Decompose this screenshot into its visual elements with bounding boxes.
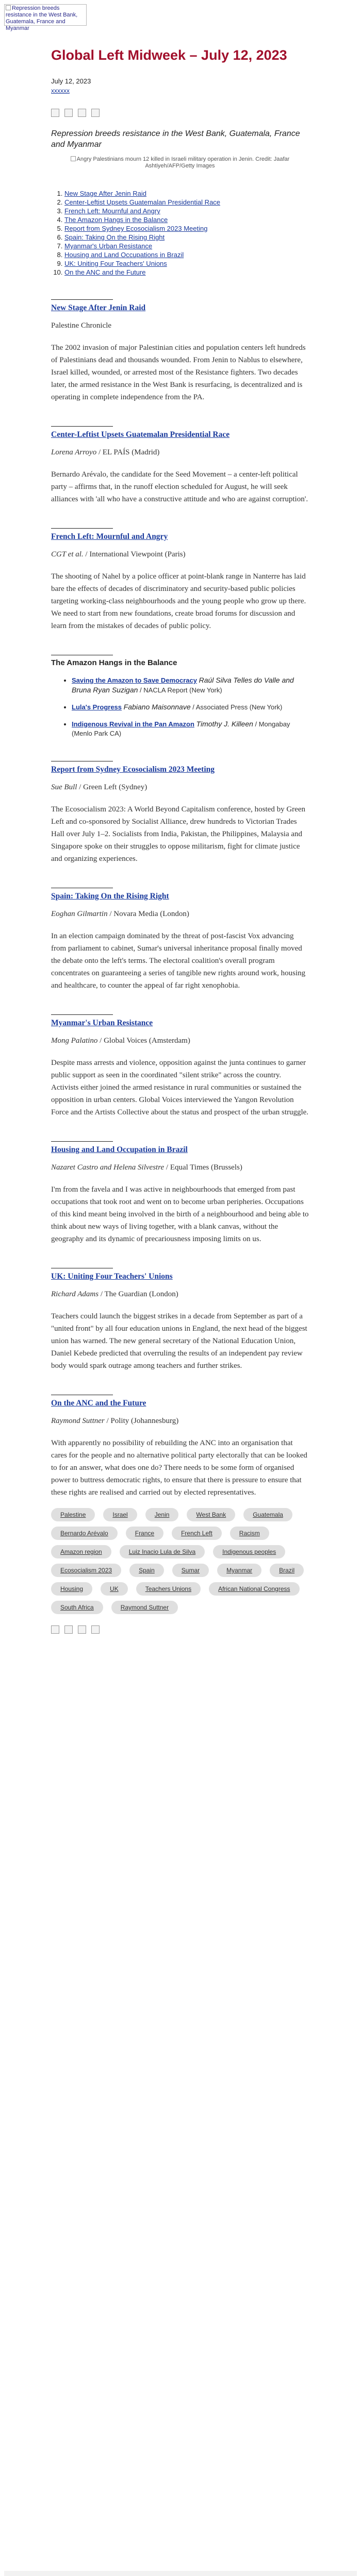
article-author: Raúl Silva Telles do Valle and Bruna Ryan Suzigan xyxy=(72,676,294,694)
article-byline xyxy=(51,550,309,559)
article-author: Fabiano Maisonnave xyxy=(123,703,191,711)
tag-pill[interactable]: African National Congress xyxy=(209,1582,299,1596)
article-body: The 2002 invasion of major Palestinian cities and population centers left hundreds of Palestinians dead and thousands wounded. From Jenin to Nablus to elsewhere, Israel killed, wounded, or arrested most of the Resistance fighters. Two decades later, the armed resistance in the West Bank is resurfacing, is decentralized and is operating in complete independence from the PA. xyxy=(51,344,306,401)
tag-pill[interactable]: South Africa xyxy=(51,1601,103,1614)
tag-pill[interactable]: UK xyxy=(101,1582,128,1596)
link-share-icon[interactable] xyxy=(91,109,100,117)
list-item xyxy=(72,719,309,738)
toc-link[interactable]: French Left: Mournful and Angry xyxy=(64,207,160,215)
article-source: / Novara Media (London) xyxy=(107,910,189,918)
toc-item xyxy=(64,189,309,198)
toc-item xyxy=(64,250,309,259)
toc-link[interactable]: Myanmar's Urban Resistance xyxy=(64,242,153,250)
article-author: Nazaret Castro and Helena Silvestre xyxy=(51,1163,165,1172)
article-author: Timothy J. Killeen xyxy=(196,720,253,728)
header-banner-image xyxy=(4,4,87,31)
tag-pill[interactable]: West Bank xyxy=(187,1508,235,1521)
tag-pill[interactable]: Bernardo Arévalo xyxy=(51,1527,118,1540)
issue-date: July 12, 2023 xyxy=(51,77,91,85)
image-caption xyxy=(51,156,309,170)
article-title-link[interactable]: Report from Sydney Ecosocialism 2023 Meeting xyxy=(51,765,215,774)
article-source: / Associated Press (New York) xyxy=(190,703,283,711)
tag-pill[interactable]: Luiz Inacio Lula de Silva xyxy=(120,1545,205,1558)
article-title-link[interactable]: New Stage After Jenin Raid xyxy=(51,303,146,312)
email-share-icon[interactable] xyxy=(78,1625,86,1634)
article-byline xyxy=(51,910,309,919)
divider xyxy=(51,426,113,427)
amazon-link-list xyxy=(51,675,309,738)
tag-pill[interactable]: Housing xyxy=(51,1582,92,1596)
toc-item xyxy=(64,207,309,215)
top-link[interactable]: xxxxxx xyxy=(51,87,70,94)
toc-link[interactable]: Center-Leftist Upsets Guatemalan Presidential Race xyxy=(64,198,221,206)
tag-pill[interactable]: French Left xyxy=(172,1527,222,1540)
toc-link[interactable]: Spain: Taking On the Rising Right xyxy=(64,233,165,241)
article-byline xyxy=(51,1290,309,1299)
article-sydney xyxy=(51,761,309,865)
article-source: / Polity (Johannesburg) xyxy=(104,1417,179,1425)
toc-item xyxy=(64,215,309,224)
toc-item xyxy=(64,224,309,233)
article-byline xyxy=(51,1163,309,1172)
article-uk xyxy=(51,1268,309,1372)
article-title-link[interactable]: French Left: Mournful and Angry xyxy=(51,532,168,541)
article-title-link[interactable]: Housing and Land Occupation in Brazil xyxy=(51,1145,188,1154)
toc-link[interactable]: Housing and Land Occupations in Brazil xyxy=(64,251,184,259)
table-of-contents xyxy=(51,189,309,277)
article-title-link[interactable]: Spain: Taking On the Rising Right xyxy=(51,892,169,901)
article-source: / Mongabay (Menlo Park CA) xyxy=(72,720,290,737)
toc-link[interactable]: Report from Sydney Ecosocialism 2023 Meeting xyxy=(64,225,208,232)
email-share-icon[interactable] xyxy=(78,109,86,117)
header-banner-alt-text: Repression breeds resistance in the West Bank, Guatemala, France and Myanmar xyxy=(6,5,78,31)
article-body: Bernardo Arévalo, the candidate for the Seed Movement – a center-left political party – affirms that, in the runoff election scheduled for August, he will seek alliances with 'all who have a constructive attitude and who are against corruption'. xyxy=(51,470,308,503)
tag-pill[interactable]: Sumar xyxy=(172,1564,209,1577)
tag-pill[interactable]: Raymond Suttner xyxy=(111,1601,178,1614)
share-icons-top xyxy=(51,109,309,117)
newsletter-title: Global Left Midweek – July 12, 2023 xyxy=(51,47,287,63)
broken-image-icon xyxy=(6,5,11,10)
toc-item xyxy=(64,259,309,268)
article-title-link[interactable]: UK: Uniting Four Teachers' Unions xyxy=(51,1272,173,1281)
article-body: The Ecosocialism 2023: A World Beyond Capitalism conference, hosted by Green Left and co-sponsored by Socialist Alliance, drew hundreds to Victorian Trades Hall over July 1–2. Socialists from India, Pakistan, the Philippines, Malaysia and Singapore spoke on their struggles to oppose militarism, fight for climate justice and organizing experiences. xyxy=(51,805,305,863)
toc-link[interactable]: New Stage After Jenin Raid xyxy=(64,190,146,197)
tag-pill[interactable]: Teachers Unions xyxy=(136,1582,201,1596)
article-body: In an election campaign dominated by the threat of post-fascist Vox advancing from parliament to cabinet, Sumar's universal inheritance proposal finally moved the debate onto the left's terms. The electoral coalition's overall program concentrates on guaranteeing a series of tangible new rights around work, housing and healthcare, to counter the appeal of far right xenophobia. xyxy=(51,932,306,990)
tag-pill[interactable]: Jenin xyxy=(145,1508,179,1521)
article-anc xyxy=(51,1395,309,1499)
amazon-link[interactable]: Lula's Progress xyxy=(72,703,122,711)
broken-image-icon xyxy=(71,156,76,161)
article-byline xyxy=(51,1037,309,1045)
article-title-link[interactable]: Myanmar's Urban Resistance xyxy=(51,1019,153,1027)
section-title: The Amazon Hangs in the Balance xyxy=(51,658,177,667)
amazon-link[interactable]: Saving the Amazon to Save Democracy xyxy=(72,676,197,684)
article-france xyxy=(51,528,309,632)
toc-item xyxy=(64,198,309,207)
article-body: The shooting of Nahel by a police officer at point-blank range in Nanterre has laid bare the effects of decades of discriminatory and security-based public policies targeting working-class neighbourhoods and the young people who grow up there. We need to start from new foundations, create broad forums for discussion and learn from the mistakes of decades of public policy. xyxy=(51,572,306,630)
newsletter-content xyxy=(51,46,309,1634)
link-share-icon[interactable] xyxy=(91,1625,100,1634)
tag-pill[interactable]: Ecosocialism 2023 xyxy=(51,1564,121,1577)
article-body: With apparently no possibility of rebuilding the ANC into an organisation that cares for the people and no alternative political party electorally that can be looked to for an answer, what does one do? There needs to be some form of organised power to buttress democratic rights, to ensure that there is pressure to ensure that these rights are realised and carried out by elected representatives. xyxy=(51,1439,307,1497)
tag-pill[interactable]: Palestine xyxy=(51,1508,95,1521)
divider xyxy=(51,1014,113,1015)
toc-item xyxy=(64,242,309,250)
article-author: Sue Bull xyxy=(51,783,77,791)
newsletter-footer xyxy=(4,2571,357,2576)
toc-link[interactable]: The Amazon Hangs in the Balance xyxy=(64,216,168,224)
article-jenin xyxy=(51,299,309,403)
article-byline xyxy=(51,783,309,792)
article-body: Despite mass arrests and violence, opposition against the junta continues to garner public support as seen in the coordinated "silent strike" across the country. Activists either joined the armed resistance in rural communities or sustained the opposition in urban centers. Global Voices interviewed the Yangon Revolution Force and the Artists Collective about the status and prospect of the urban struggle. xyxy=(51,1059,309,1116)
divider xyxy=(51,1141,113,1142)
article-byline xyxy=(51,1417,309,1426)
article-source: / Equal Times (Brussels) xyxy=(164,1163,242,1172)
toc-item xyxy=(64,233,309,242)
article-source: / The Guardian (London) xyxy=(99,1290,178,1298)
article-author: Lorena Arroyo xyxy=(51,448,97,456)
article-source: / NACLA Report (New York) xyxy=(138,686,222,694)
article-spain xyxy=(51,888,309,992)
tag-pill[interactable]: Spain xyxy=(129,1564,164,1577)
tag-pill[interactable]: Israel xyxy=(103,1508,137,1521)
article-author: CGT et al. xyxy=(51,550,84,558)
article-byline: Palestine Chronicle xyxy=(51,321,112,330)
tag-pill[interactable]: Myanmar xyxy=(217,1564,261,1577)
article-title-link[interactable]: On the ANC and the Future xyxy=(51,1399,146,1408)
tag-pill[interactable]: Brazil xyxy=(270,1564,304,1577)
article-byline xyxy=(51,448,309,457)
article-source: / International Viewpoint (Paris) xyxy=(83,550,186,558)
article-amazon xyxy=(51,655,309,738)
list-item xyxy=(72,675,309,695)
facebook-share-icon[interactable] xyxy=(51,109,59,117)
twitter-share-icon[interactable] xyxy=(64,1625,73,1634)
article-author: Richard Adams xyxy=(51,1290,99,1298)
tag-pill[interactable]: Guatemala xyxy=(243,1508,292,1521)
article-source: / Green Left (Sydney) xyxy=(77,783,147,791)
tag-list xyxy=(51,1508,309,1614)
toc-link[interactable]: UK: Uniting Four Teachers' Unions xyxy=(64,260,167,267)
tag-pill[interactable]: Racism xyxy=(230,1527,269,1540)
caption-text: Angry Palestinians mourn 12 killed in Israeli military operation in Jenin. Credit: Jaafar Ashtiyeh/AFP/Getty Images xyxy=(76,156,290,169)
article-author: Raymond Suttner xyxy=(51,1417,105,1425)
article-body: I'm from the favela and I was active in neighbourhoods that emerged from past occupations that took root and went on to become urban peripheries. Occupations of this kind meant being involved in the birth of a neighbourhood and being able to think about new ways of living together, with a blank canvas, without the geography and its dynamic of precariousness imposing limits on us. xyxy=(51,1185,309,1243)
article-title-link[interactable]: Center-Leftist Upsets Guatemalan Presidential Race xyxy=(51,430,230,439)
amazon-link[interactable]: Indigenous Revival in the Pan Amazon xyxy=(72,720,194,728)
article-myanmar xyxy=(51,1014,309,1118)
article-source: / Global Voices (Amsterdam) xyxy=(97,1037,190,1045)
toc-link[interactable]: On the ANC and the Future xyxy=(64,268,146,276)
tag-pill[interactable]: Indigenous peoples xyxy=(213,1545,285,1558)
article-body: Teachers could launch the biggest strikes in a decade from September as part of a "united front" by all four education unions in England, the next head of the biggest union has warned. The new general secretary of the National Education Union, Daniel Kebede predicted that overruling the results of an independent pay review body would spark outrage among teachers and further strikes. xyxy=(51,1312,307,1370)
lead-text: Repression breeds resistance in the West Bank, Guatemala, France and Myanmar xyxy=(51,129,300,149)
divider xyxy=(51,528,113,529)
article-brazil xyxy=(51,1141,309,1245)
tag-pill[interactable]: Amazon region xyxy=(51,1545,111,1558)
article-author: Eoghan Gilmartin xyxy=(51,910,108,918)
article-author: Mong Palatino xyxy=(51,1037,98,1045)
share-icons-bottom xyxy=(51,1625,309,1634)
facebook-share-icon[interactable] xyxy=(51,1625,59,1634)
toc-item xyxy=(64,268,309,277)
divider xyxy=(51,299,113,300)
article-guatemala xyxy=(51,426,309,505)
tag-pill[interactable]: France xyxy=(126,1527,163,1540)
article-source: / EL PAÍS (Madrid) xyxy=(96,448,160,456)
list-item xyxy=(72,702,309,712)
twitter-share-icon[interactable] xyxy=(64,109,73,117)
